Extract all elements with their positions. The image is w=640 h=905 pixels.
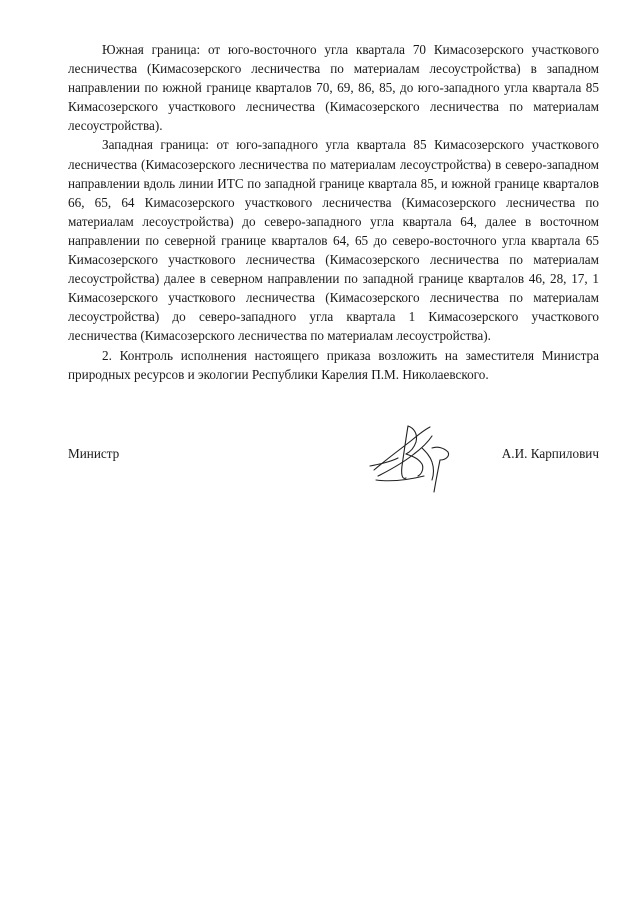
paragraph-south-boundary: Южная граница: от юго-восточного угла квартала 70 Кимасозерского участкового лесничества (Кимасозерского лесничества по материалам лесоустройства) в западном направлении по южной границе кварталов 70, 69, 86, 85, до юго-западного угла квартала 85 Кимасозерского участкового лесничества (Кимасозерского лесничества по материалам лесоустройства). (68, 42, 599, 134)
signatory-title: Министр (68, 446, 120, 461)
paragraph-west-boundary: Западная граница: от юго-западного угла квартала 85 Кимасозерского участкового лесничества (Кимасозерского лесничества по материалам лесоустройства) в северо-западном направлении вдоль линии ИТС по западной границе квартала 85, и южной границе кварталов 66, 65, 64 Кимасозерского участкового лесничества (Кимасозерского лесничества по материалам лесоустройства) до северо-западного угла квартала 64, далее в восточном направлении по северной границе кварталов 64, 65 до северо-восточного угла квартала 65 Кимасозерского участкового лесничества (Кимасозерского лесничества по материалам лесоустройства) далее в северном направлении по западной границе кварталов 46, 28, 17, 1 Кимасозерского участкового лесничества (Кимасозерского лесничества по материалам лесоустройства) до северо-западного угла квартала 1 Кимасозерского участкового лесничества (Кимасозерского лесничества по материалам лесоустройства). (68, 137, 599, 344)
document-body (68, 40, 599, 384)
paragraph-control-clause: 2. Контроль исполнения настоящего приказа возложить на заместителя Министра природных ресурсов и экологии Республики Карелия П.М. Николаевского. (68, 347, 599, 382)
signature-block (68, 440, 599, 500)
handwritten-signature (368, 418, 458, 496)
signatory-name: А.И. Карпилович (501, 446, 599, 461)
